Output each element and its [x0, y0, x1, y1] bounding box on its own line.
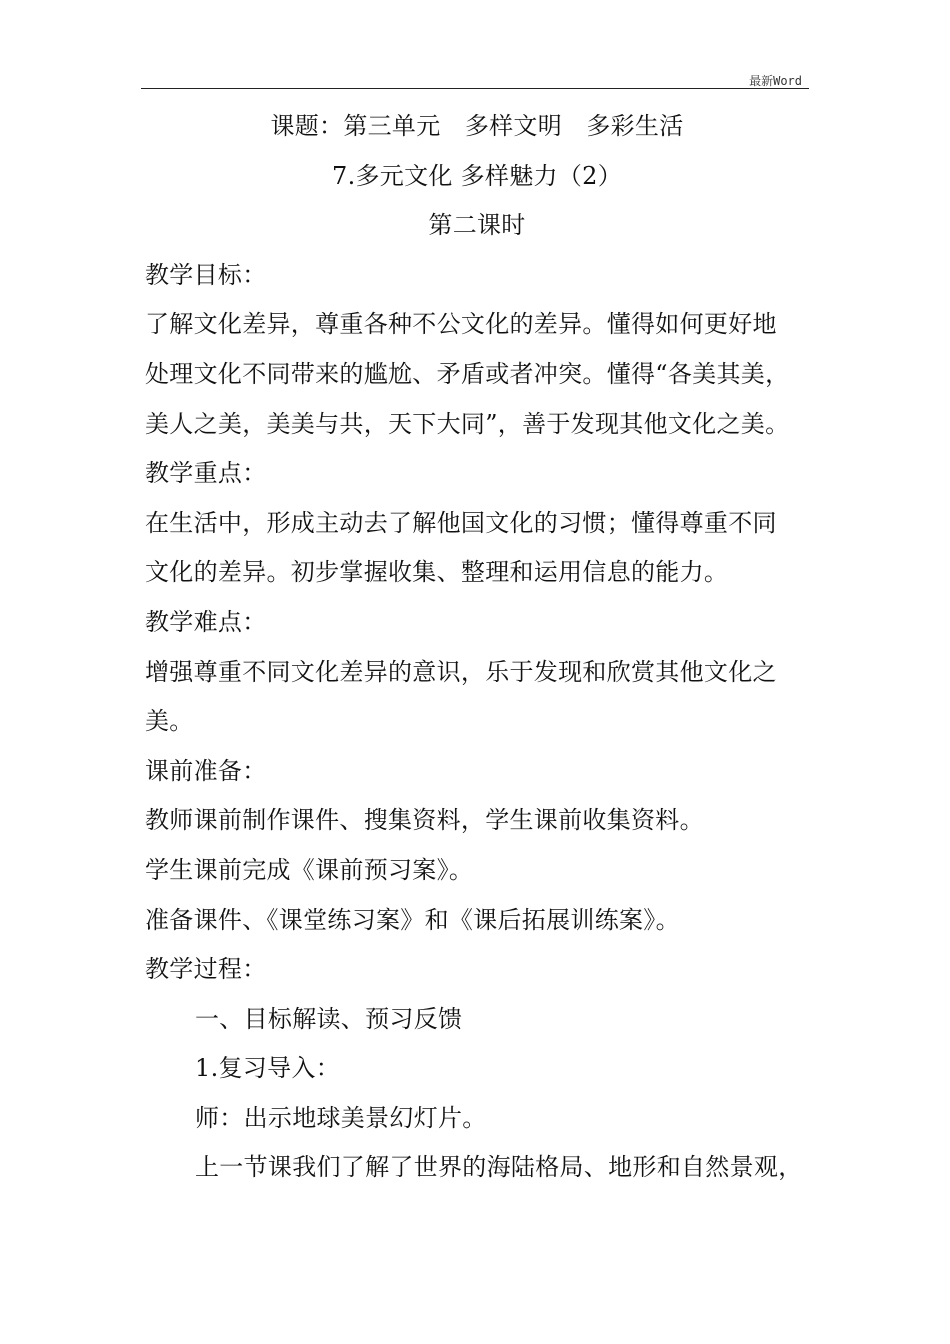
subsection-heading: 一、目标解读、预习反馈: [195, 1004, 463, 1033]
section-heading: 教学目标：: [145, 260, 267, 289]
paragraph-line: 美。: [145, 707, 194, 736]
section-heading: 教学过程：: [145, 955, 267, 984]
header-label: 最新Word: [749, 74, 802, 88]
paragraph-line: 在生活中，形成主动去了解他国文化的习惯；懂得尊重不同: [145, 508, 777, 537]
paragraph-line: 文化的差异。初步掌握收集、整理和运用信息的能力。: [145, 558, 729, 587]
lesson-title: 课题：第三单元 多样文明 多彩生活: [270, 112, 684, 140]
paragraph-line: 师：出示地球美景幻灯片。: [195, 1103, 487, 1132]
paragraph-line: 美人之美，美美与共，天下大同”，善于发现其他文化之美。: [145, 409, 790, 438]
paragraph-line: 增强尊重不同文化差异的意识，乐于发现和欣赏其他文化之: [145, 657, 777, 686]
section-heading: 教学难点：: [145, 607, 267, 636]
document-body: [145, 102, 815, 1193]
section-heading: 课前准备：: [145, 756, 267, 785]
paragraph-line: 学生课前完成《课前预习案》。: [145, 855, 474, 884]
paragraph-line: 了解文化差异，尊重各种不公文化的差异。懂得如何更好地: [145, 310, 777, 339]
paragraph-line: 教师课前制作课件、搜集资料，学生课前收集资料。: [145, 806, 704, 835]
lesson-period: 第二课时: [428, 211, 526, 240]
paragraph-line: 上一节课我们了解了世界的海陆格局、地形和自然景观，: [195, 1153, 803, 1182]
header-rule: [141, 88, 809, 89]
section-heading: 教学重点：: [145, 459, 267, 488]
paragraph-line: 处理文化不同带来的尴尬、矛盾或者冲突。懂得“各美其美，: [145, 359, 790, 388]
subsection-item: 1.复习导入：: [195, 1054, 340, 1083]
paragraph-line: 准备课件、《课堂练习案》和《课后拓展训练案》。: [145, 905, 680, 934]
lesson-subtitle: 7.多元文化 多样魅力（2）: [332, 161, 622, 190]
